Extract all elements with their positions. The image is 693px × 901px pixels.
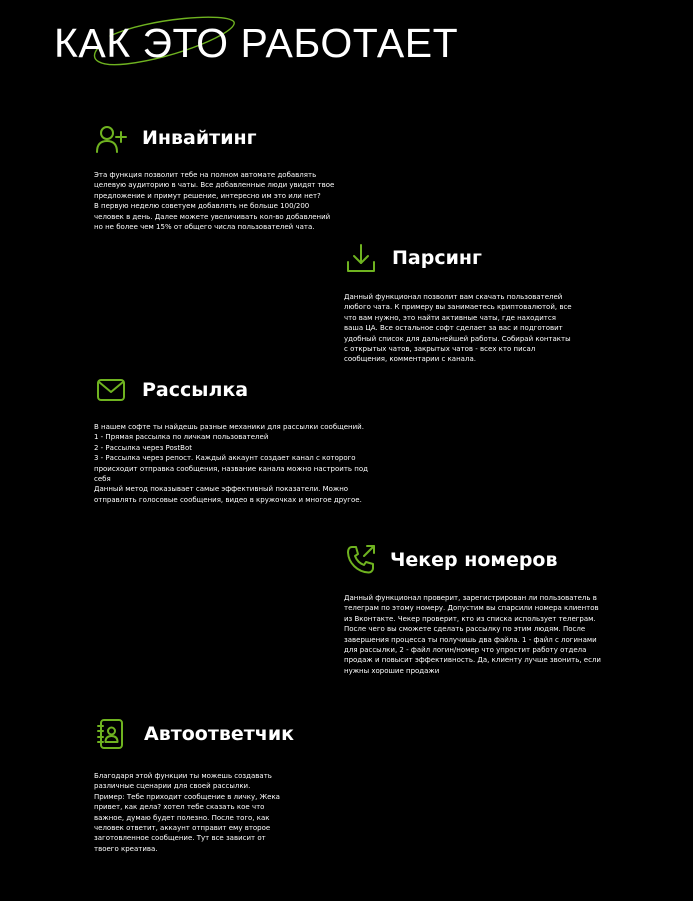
description-paragraph: 3 - Рассылка через репост. Каждый аккаунт создает канал с которого происходит отправка сообщения, название канала можно настроить под себя <box>94 454 368 484</box>
add-user-icon <box>94 121 128 155</box>
phone-outgoing-icon <box>344 543 378 577</box>
feature-number-checker <box>344 540 602 676</box>
feature-parsing <box>344 238 576 365</box>
feature-title: Автоответчик <box>144 723 295 745</box>
feature-title: Рассылка <box>142 379 249 401</box>
description-paragraph: Данный функционал проверит, зарегистрирован ли пользователь в телеграм по этому номеру. Допустим вы спарсили номера клиентов из Вконтакте. Чекер проверит, кто из списка использует телеграм. После чего вы сможете сделать рассылку по этим людям. После завершения процесса ты получишь два файла. 1 - файл с логинами для рассылки, 2 - файл логин/номер что упростит работу отдела продаж и повысит эффективность. Да, клиенту лучше звонить, если нужны хорошие продажи <box>344 594 601 675</box>
description-paragraph: Благодаря этой функции ты можешь создавать различные сценарии для своей рассылки. <box>94 772 272 791</box>
description-paragraph: Данный метод показывает самые эффективный показатели. Можно отправлять голосовые сообщения, видео в кружочках и многое другое. <box>94 485 362 504</box>
description-paragraph: Эта функция позволит тебе на полном автомате добавлять целевую аудиторию в чаты. Все добавленные люди увидят твое предложение и примут решение, интересно им это или нет? <box>94 171 335 200</box>
feature-inviting <box>94 118 339 232</box>
description-paragraph: 2 - Рассылка через PostBot <box>94 443 192 452</box>
feature-description <box>344 593 602 676</box>
feature-description <box>94 771 282 854</box>
description-paragraph: Пример: Тебе приходит сообщение в личку, Жека привет, как дела? хотел тебе сказать кое что важное, думаю будет полезно. После того, как человек ответит, аккаунт отправит ему второе заготовленное сообщение. Тут все зависит от твоего креатива. <box>94 792 280 853</box>
feature-description <box>94 422 384 505</box>
description-paragraph: Данный функционал позволит вам скачать пользователей любого чата. К примеру вы занимаетесь криптовалютой, все что вам нужно, это найти активные чаты, где находится ваша ЦА. Все остальное софт сделает за вас и подготовит удобный список для дальнейшей работы. Собирай контакты с открытых чатов, закрытых чатов - всех кто писал сообщения, комментарии с канала. <box>344 293 572 364</box>
page-title: КАК ЭТО РАБОТАЕТ <box>54 20 459 66</box>
feature-header <box>344 540 602 580</box>
mail-icon <box>94 373 128 407</box>
contact-book-icon <box>94 717 126 751</box>
feature-header <box>94 370 384 410</box>
feature-description <box>94 170 339 232</box>
description-paragraph: В нашем софте ты найдешь разные механики для рассылки сообщений. <box>94 423 364 431</box>
feature-description <box>344 292 576 365</box>
feature-header <box>94 714 295 754</box>
download-icon <box>344 241 378 275</box>
feature-mailing <box>94 370 384 505</box>
feature-title: Чекер номеров <box>390 549 558 571</box>
feature-autoresponder <box>94 714 295 854</box>
description-paragraph: В первую неделю советуем добавлять не больше 100/200 человек в день. Далее можете увеличивать кол-во добавлений но не более чем 15% от общего числа пользователей чата. <box>94 202 331 232</box>
feature-title: Парсинг <box>392 247 482 269</box>
feature-header <box>344 238 576 278</box>
feature-header <box>94 118 339 158</box>
description-paragraph: 1 - Прямая рассылка по личкам пользователей <box>94 433 269 442</box>
feature-title: Инвайтинг <box>142 127 257 149</box>
